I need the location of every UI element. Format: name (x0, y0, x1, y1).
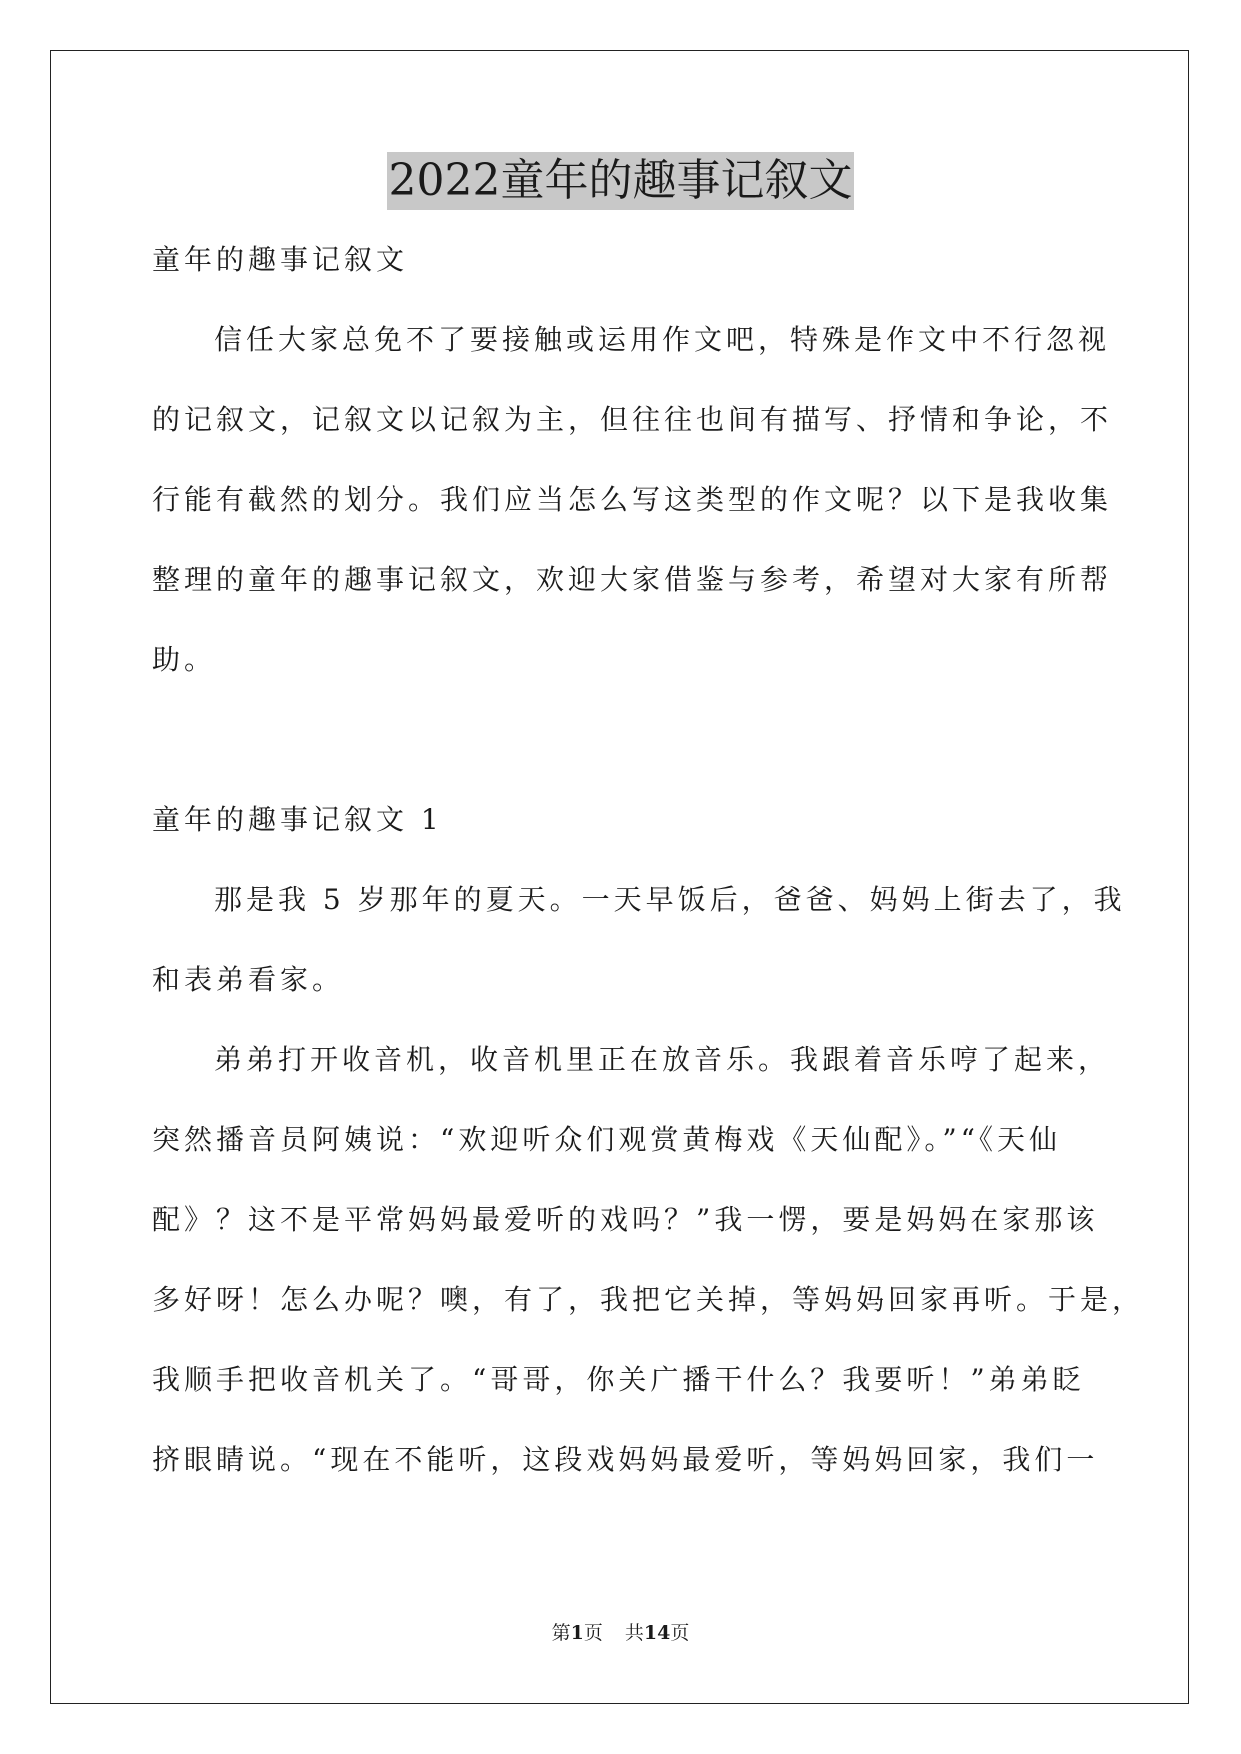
paragraph-line: 助。 (152, 643, 217, 676)
paragraph-line: 整理的童年的趣事记叙文，欢迎大家借鉴与参考，希望对大家有所帮 (152, 563, 1113, 596)
paragraph-line: 挤眼睛说。“现在不能听，这段戏妈妈最爱听，等妈妈回家，我们一 (152, 1443, 1099, 1476)
paragraph-line: 和表弟看家。 (152, 963, 345, 996)
paragraph-line: 的记叙文，记叙文以记叙为主，但往往也间有描写、抒情和争论，不 (152, 403, 1113, 436)
paragraph-line: 我顺手把收音机关了。“哥哥，你关广播干什么？我要听！”弟弟眨 (152, 1363, 1085, 1396)
paragraph-line: 多好呀！怎么办呢？噢，有了，我把它关掉，等妈妈回家再听。于是， (152, 1283, 1145, 1316)
title-container (0, 152, 1241, 210)
paragraph-line: 行能有截然的划分。我们应当怎么写这类型的作文呢？以下是我收集 (152, 483, 1113, 516)
paragraph-line: 突然播音员阿姨说：“欢迎听众们观赏黄梅戏《天仙配》。”“《天仙 (152, 1123, 1061, 1156)
footer-page-current: 1 (570, 1622, 584, 1644)
document-title: 2022童年的趣事记叙文 (387, 152, 855, 210)
page-footer (0, 1618, 1241, 1645)
section-heading: 童年的趣事记叙文 (152, 243, 409, 276)
paragraph-line: 弟弟打开收音机，收音机里正在放音乐。我跟着音乐哼了起来， (214, 1043, 1111, 1076)
paragraph-line: 配》？这不是平常妈妈最爱听的戏吗？”我一愣，要是妈妈在家那该 (152, 1203, 1099, 1236)
footer-total-suffix: 页 (670, 1622, 690, 1644)
paragraph-line: 信任大家总免不了要接触或运用作文吧，特殊是作文中不行忽视 (214, 323, 1111, 356)
paragraph-gap (152, 720, 1112, 800)
paragraph-line: 那是我 5 岁那年的夏天。一天早饭后，爸爸、妈妈上街去了，我 (214, 883, 1126, 916)
section-heading: 童年的趣事记叙文 1 (152, 803, 443, 836)
footer-page-prefix: 第 (551, 1622, 571, 1644)
document-body (152, 240, 1145, 1520)
footer-page-total: 14 (643, 1622, 671, 1644)
footer-page-mid: 页 (583, 1622, 603, 1644)
footer-total-prefix: 共 (624, 1622, 644, 1644)
